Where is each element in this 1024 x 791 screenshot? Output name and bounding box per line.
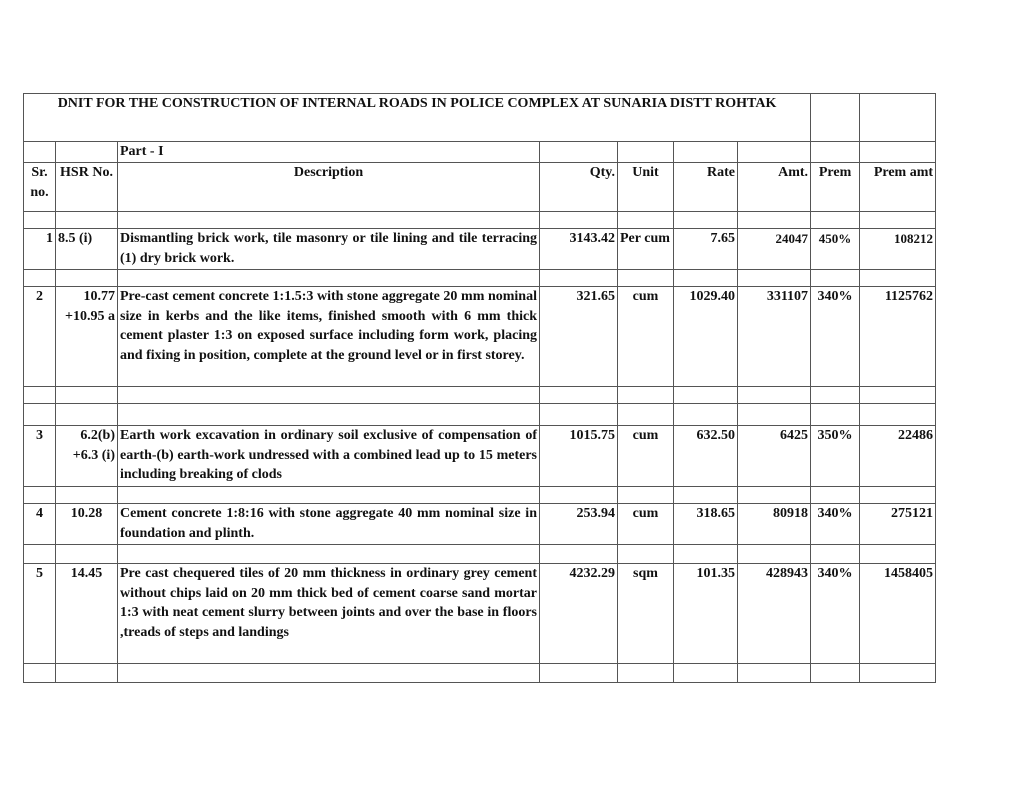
row-prem-amt: 1458405 (860, 564, 936, 664)
spacer-row (24, 545, 936, 564)
document-title: DNIT FOR THE CONSTRUCTION OF INTERNAL ROADS IN POLICE COMPLEX AT SUNARIA DISTT ROHTAK (24, 94, 811, 142)
row-hsr: 10.77 +10.95 a (56, 287, 118, 387)
spacer-row (24, 487, 936, 504)
title-row (24, 94, 936, 142)
header-prem-amt: Prem amt (860, 163, 936, 212)
row-prem-amt: 108212 (860, 229, 936, 270)
row-sr: 4 (24, 504, 56, 545)
header-rate: Rate (674, 163, 738, 212)
row-prem: 340% (811, 287, 860, 387)
spacer-row (24, 270, 936, 287)
empty-cell (860, 94, 936, 142)
table-row (24, 426, 936, 487)
header-hsr: HSR No. (56, 163, 118, 212)
row-prem: 450% (811, 229, 860, 270)
empty-cell (540, 142, 618, 163)
row-amt: 6425 (738, 426, 811, 487)
row-hsr: 8.5 (i) (56, 229, 118, 270)
empty-cell (811, 94, 860, 142)
row-amt: 24047 (738, 229, 811, 270)
table-row (24, 504, 936, 545)
row-rate: 101.35 (674, 564, 738, 664)
empty-cell (811, 142, 860, 163)
spacer-row (24, 212, 936, 229)
row-rate: 318.65 (674, 504, 738, 545)
row-unit: cum (618, 426, 674, 487)
row-amt: 331107 (738, 287, 811, 387)
empty-cell (56, 142, 118, 163)
spacer-row (24, 404, 936, 426)
row-sr: 2 (24, 287, 56, 387)
row-description: Earth work excavation in ordinary soil exclusive of compensation of earth-(b) earth-work undressed with a combined lead up to 15 meters including breaking of clods (118, 426, 540, 487)
header-qty: Qty. (540, 163, 618, 212)
header-sr: Sr. no. (24, 163, 56, 212)
row-unit: cum (618, 287, 674, 387)
spacer-row (24, 664, 936, 683)
empty-cell (860, 142, 936, 163)
part-label: Part - I (118, 142, 540, 163)
row-rate: 1029.40 (674, 287, 738, 387)
table-row (24, 564, 936, 664)
row-description: Dismantling brick work, tile masonry or tile lining and tile terracing (1) dry brick work. (118, 229, 540, 270)
part-row (24, 142, 936, 163)
row-rate: 7.65 (674, 229, 738, 270)
row-qty: 4232.29 (540, 564, 618, 664)
row-description: Cement concrete 1:8:16 with stone aggregate 40 mm nominal size in foundation and plinth. (118, 504, 540, 545)
row-description: Pre-cast cement concrete 1:1.5:3 with stone aggregate 20 mm nominal size in kerbs and the like items, finished smooth with 6 mm thick cement plaster 1:3 on exposed surface including form work, placing and fixing in position, complete at the ground level or in first storey. (118, 287, 540, 387)
table-row (24, 229, 936, 270)
row-unit: cum (618, 504, 674, 545)
row-amt: 428943 (738, 564, 811, 664)
row-qty: 1015.75 (540, 426, 618, 487)
header-amt: Amt. (738, 163, 811, 212)
row-hsr: 14.45 (56, 564, 118, 664)
row-rate: 632.50 (674, 426, 738, 487)
estimate-table (23, 93, 936, 683)
empty-cell (24, 142, 56, 163)
header-prem: Prem (811, 163, 860, 212)
header-row (24, 163, 936, 212)
header-unit: Unit (618, 163, 674, 212)
row-prem-amt: 275121 (860, 504, 936, 545)
row-prem-amt: 1125762 (860, 287, 936, 387)
row-sr: 5 (24, 564, 56, 664)
header-description: Description (118, 163, 540, 212)
row-hsr: 6.2(b) +6.3 (i) (56, 426, 118, 487)
row-unit: Per cum (618, 229, 674, 270)
row-amt: 80918 (738, 504, 811, 545)
spacer-row (24, 387, 936, 404)
row-sr: 1 (24, 229, 56, 270)
row-prem: 340% (811, 564, 860, 664)
table-row (24, 287, 936, 387)
empty-cell (674, 142, 738, 163)
row-prem: 340% (811, 504, 860, 545)
row-prem-amt: 22486 (860, 426, 936, 487)
row-hsr: 10.28 (56, 504, 118, 545)
row-qty: 3143.42 (540, 229, 618, 270)
row-sr: 3 (24, 426, 56, 487)
row-qty: 253.94 (540, 504, 618, 545)
row-description: Pre cast chequered tiles of 20 mm thickness in ordinary grey cement without chips laid on 20 mm thick bed of cement coarse sand mortar 1:3 with neat cement slurry between joints and over the base in floors ,treads of steps and landings (118, 564, 540, 664)
row-qty: 321.65 (540, 287, 618, 387)
empty-cell (738, 142, 811, 163)
empty-cell (618, 142, 674, 163)
row-unit: sqm (618, 564, 674, 664)
row-prem: 350% (811, 426, 860, 487)
